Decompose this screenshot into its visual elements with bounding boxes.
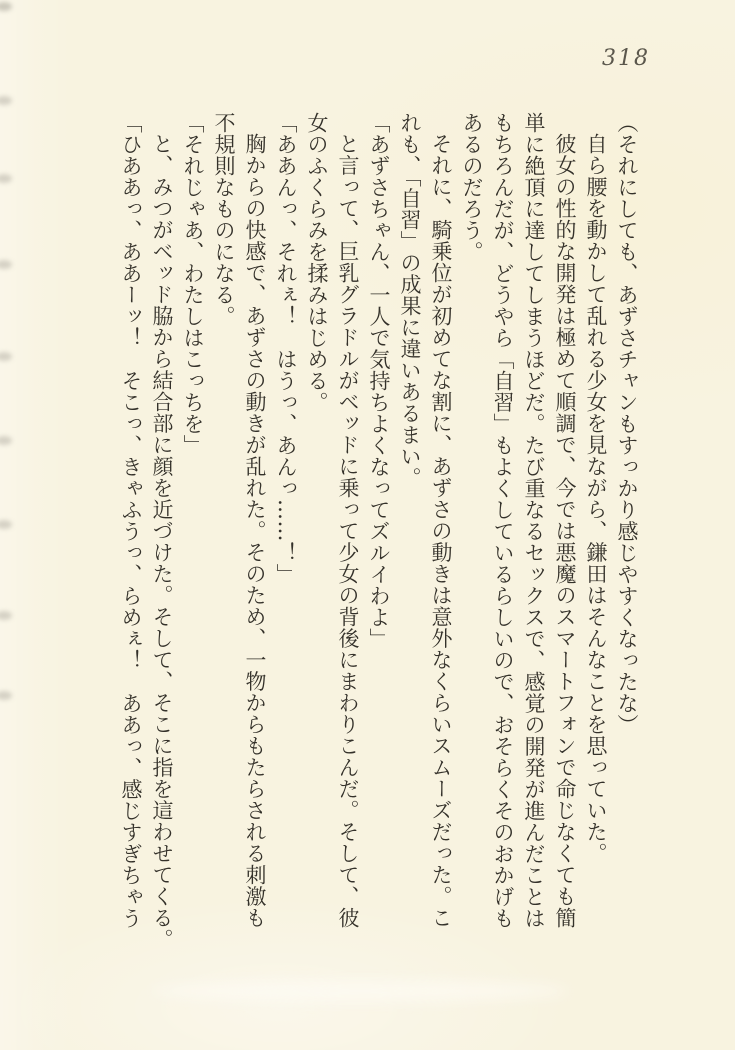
text-line: 単に絶頂に達してしまうほどだ。たび重なるセックスで、感覚の開発が進んだことは	[522, 112, 546, 929]
text-line: 「あずさちゃん、一人で気持ちよくなってズルイわよ」	[367, 112, 391, 650]
page-edge-mark	[0, 520, 12, 529]
text-line: れも、「自習」の成果に違いあるまい。	[398, 112, 422, 489]
page-edge-mark	[0, 691, 12, 700]
text-line: 女のふくらみを揉みはじめる。	[305, 112, 329, 413]
text-line: と、みつがベッド脇から結合部に顔を近づけた。そして、そこに指を這わせてくる。	[150, 133, 174, 950]
text-line: （それにしても、あずさチャンもすっかり感じやすくなったな）	[615, 112, 639, 736]
page-number: 318	[602, 46, 650, 71]
page-edge-mark	[0, 260, 12, 269]
text-line: 「ひああっ、ああーッ！ そこっ、きゃふうっ、らめぇ！ ああっ、感じすぎちゃう	[119, 112, 143, 929]
text-line: と言って、巨乳グラドルがベッドに乗って少女の背後にまわりこんだ。そして、彼	[336, 133, 360, 929]
text-line: 胸からの快感で、あずさの動きが乱れた。そのため、一物からもたらされる刺激も	[243, 133, 267, 929]
paper-sheen	[150, 980, 570, 1002]
page-edge-mark	[0, 174, 12, 183]
text-line: 「ああんっ、それぇ！ はうっ、あんっ……！」	[274, 112, 298, 585]
vertical-text-block	[115, 112, 642, 957]
text-line: 不規則なものになる。	[212, 112, 236, 327]
page-edge-mark	[0, 611, 12, 620]
text-line: もちろんだが、どうやら「自習」もよくしているらしいので、おそらくそのおかげも	[491, 112, 515, 929]
text-line: 彼女の性的な開発は極めて順調で、今では悪魔のスマートフォンで命じなくても簡	[553, 133, 577, 929]
page-edge-mark	[0, 436, 12, 445]
page-edge-mark	[0, 2, 12, 11]
page-edge-mark	[0, 96, 12, 105]
text-line: 「それじゃあ、わたしはこっちを」	[181, 112, 205, 456]
text-line: それに、騎乗位が初めてな割に、あずさの動きは意外なくらいスムーズだった。こ	[429, 133, 453, 929]
page-edge-mark	[0, 352, 12, 361]
text-line: 自ら腰を動かして乱れる少女を見ながら、鎌田はそんなことを思っていた。	[584, 133, 608, 864]
text-line: あるのだろう。	[460, 112, 484, 263]
